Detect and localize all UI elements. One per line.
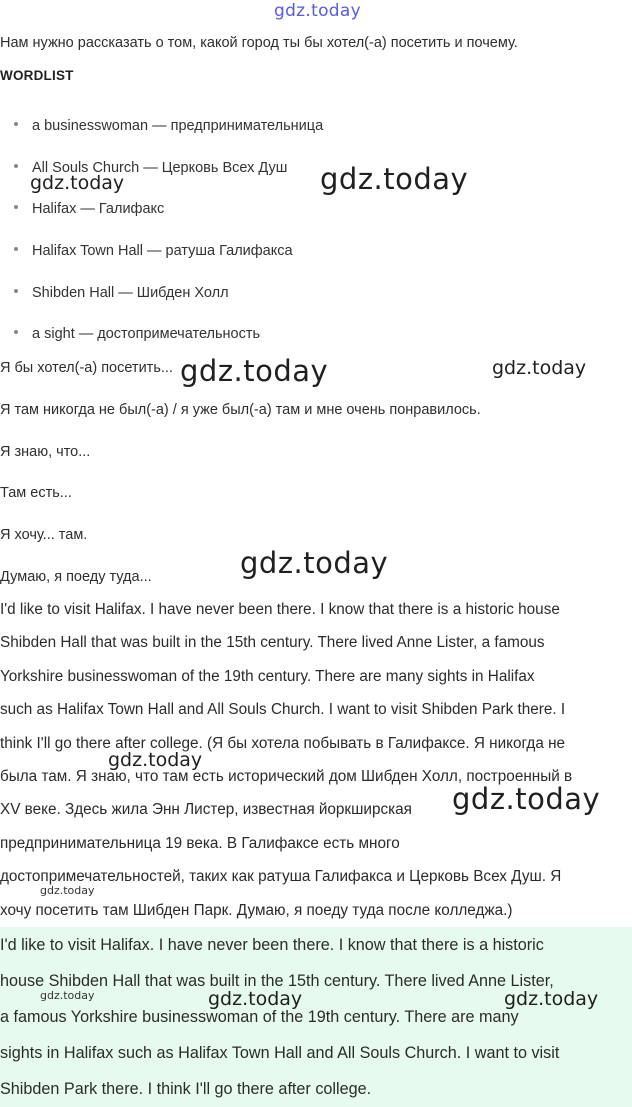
bullet-icon — [14, 247, 18, 251]
phrase-line: Я бы хотел(-а) посетить... — [0, 360, 173, 376]
solution-line: хочу посетить там Шибден Парк. Думаю, я поеду туда после колледжа.) — [0, 901, 513, 919]
wordlist-item — [14, 116, 323, 136]
solution-line: think I'll go there after college. (Я бы хотела побывать в Галифаксе. Я никогда не — [0, 734, 566, 752]
solution-line: such as Halifax Town Hall and All Souls Church. I want to visit Shibden Park there. I — [0, 701, 566, 719]
answer-line: sights in Halifax such as Halifax Town Hall and All Souls Church. I want to visit — [0, 1044, 560, 1062]
watermark: gdz.today — [180, 354, 329, 388]
phrase-line: Я знаю, что... — [0, 444, 91, 460]
bullet-icon — [14, 330, 18, 334]
solution-line: была там. Я знаю, что там есть исторический дом Шибден Холл, построенный в — [0, 768, 573, 786]
bullet-icon — [14, 122, 18, 126]
bullet-icon — [14, 205, 18, 209]
answer-paragraph — [0, 927, 632, 1107]
watermark: gdz.today — [274, 1, 361, 21]
watermark: gdz.today — [240, 546, 389, 580]
solution-line: Shibden Hall that was built in the 15th century. There lived Anne Lister, a famous — [0, 634, 545, 652]
solution-line: предпринимательница 19 века. В Галифаксе есть много — [0, 834, 400, 852]
solution-line: достопримечательностей, таких как ратуша Галифакса и Церковь Всех Душ. Я — [0, 868, 562, 886]
wordlist-item-text: Halifax — Галифакс — [32, 201, 165, 217]
wordlist-item-text: a sight — достопримечательность — [32, 326, 261, 342]
watermark: gdz.today — [452, 782, 601, 816]
wordlist-item — [14, 199, 164, 219]
wordlist-heading: WORDLIST — [0, 68, 74, 83]
wordlist-item-text: a businesswoman — предпринимательница — [32, 118, 324, 134]
wordlist-item-text: Shibden Hall — Шибден Холл — [32, 285, 229, 301]
phrase-line: Думаю, я поеду туда... — [0, 569, 152, 585]
bullet-icon — [14, 164, 18, 168]
wordlist-item — [14, 283, 229, 303]
wordlist-item-text: All Souls Church — Церковь Всех Душ — [32, 160, 288, 176]
wordlist-item — [14, 241, 293, 261]
bullet-icon — [14, 289, 18, 293]
solution-line: I'd like to visit Halifax. I have never been there. I know that there is a historic house — [0, 601, 560, 618]
answer-line: I'd like to visit Halifax. I have never been there. I know that there is a historic — [0, 936, 544, 954]
watermark: gdz.today — [30, 172, 125, 194]
solution-line: Yorkshire businesswoman of the 19th century. There are many sights in Halifax — [0, 667, 535, 685]
solution-paragraph — [0, 593, 632, 927]
phrase-line: Там есть... — [0, 485, 72, 501]
watermark: gdz.today — [40, 989, 95, 1002]
phrase-line: Я хочу... там. — [0, 527, 88, 543]
wordlist-item — [14, 324, 260, 344]
answer-line: Shibden Park there. I think I'll go there after college. — [0, 1080, 372, 1098]
answer-line: house Shibden Hall that was built in the 15th century. There lived Anne Lister, — [0, 972, 554, 990]
wordlist-item-text: Halifax Town Hall — ратуша Галифакса — [32, 243, 293, 259]
watermark: gdz.today — [320, 162, 469, 196]
task-intro: Нам нужно рассказать о том, какой город ты бы хотел(-а) посетить и почему. — [0, 35, 518, 51]
phrase-line: Я там никогда не был(-а) / я уже был(-а) там и мне очень понравилось. — [0, 402, 481, 418]
watermark: gdz.today — [40, 884, 95, 897]
watermark: gdz.today — [108, 749, 203, 771]
answer-line: a famous Yorkshire businesswoman of the 19th century. There are many — [0, 1008, 519, 1026]
wordlist-item — [14, 158, 287, 178]
watermark: gdz.today — [492, 357, 587, 379]
solution-line: XV веке. Здесь жила Энн Листер, известная йоркширская — [0, 801, 412, 819]
watermark: gdz.today — [504, 988, 599, 1010]
watermark: gdz.today — [208, 988, 303, 1010]
